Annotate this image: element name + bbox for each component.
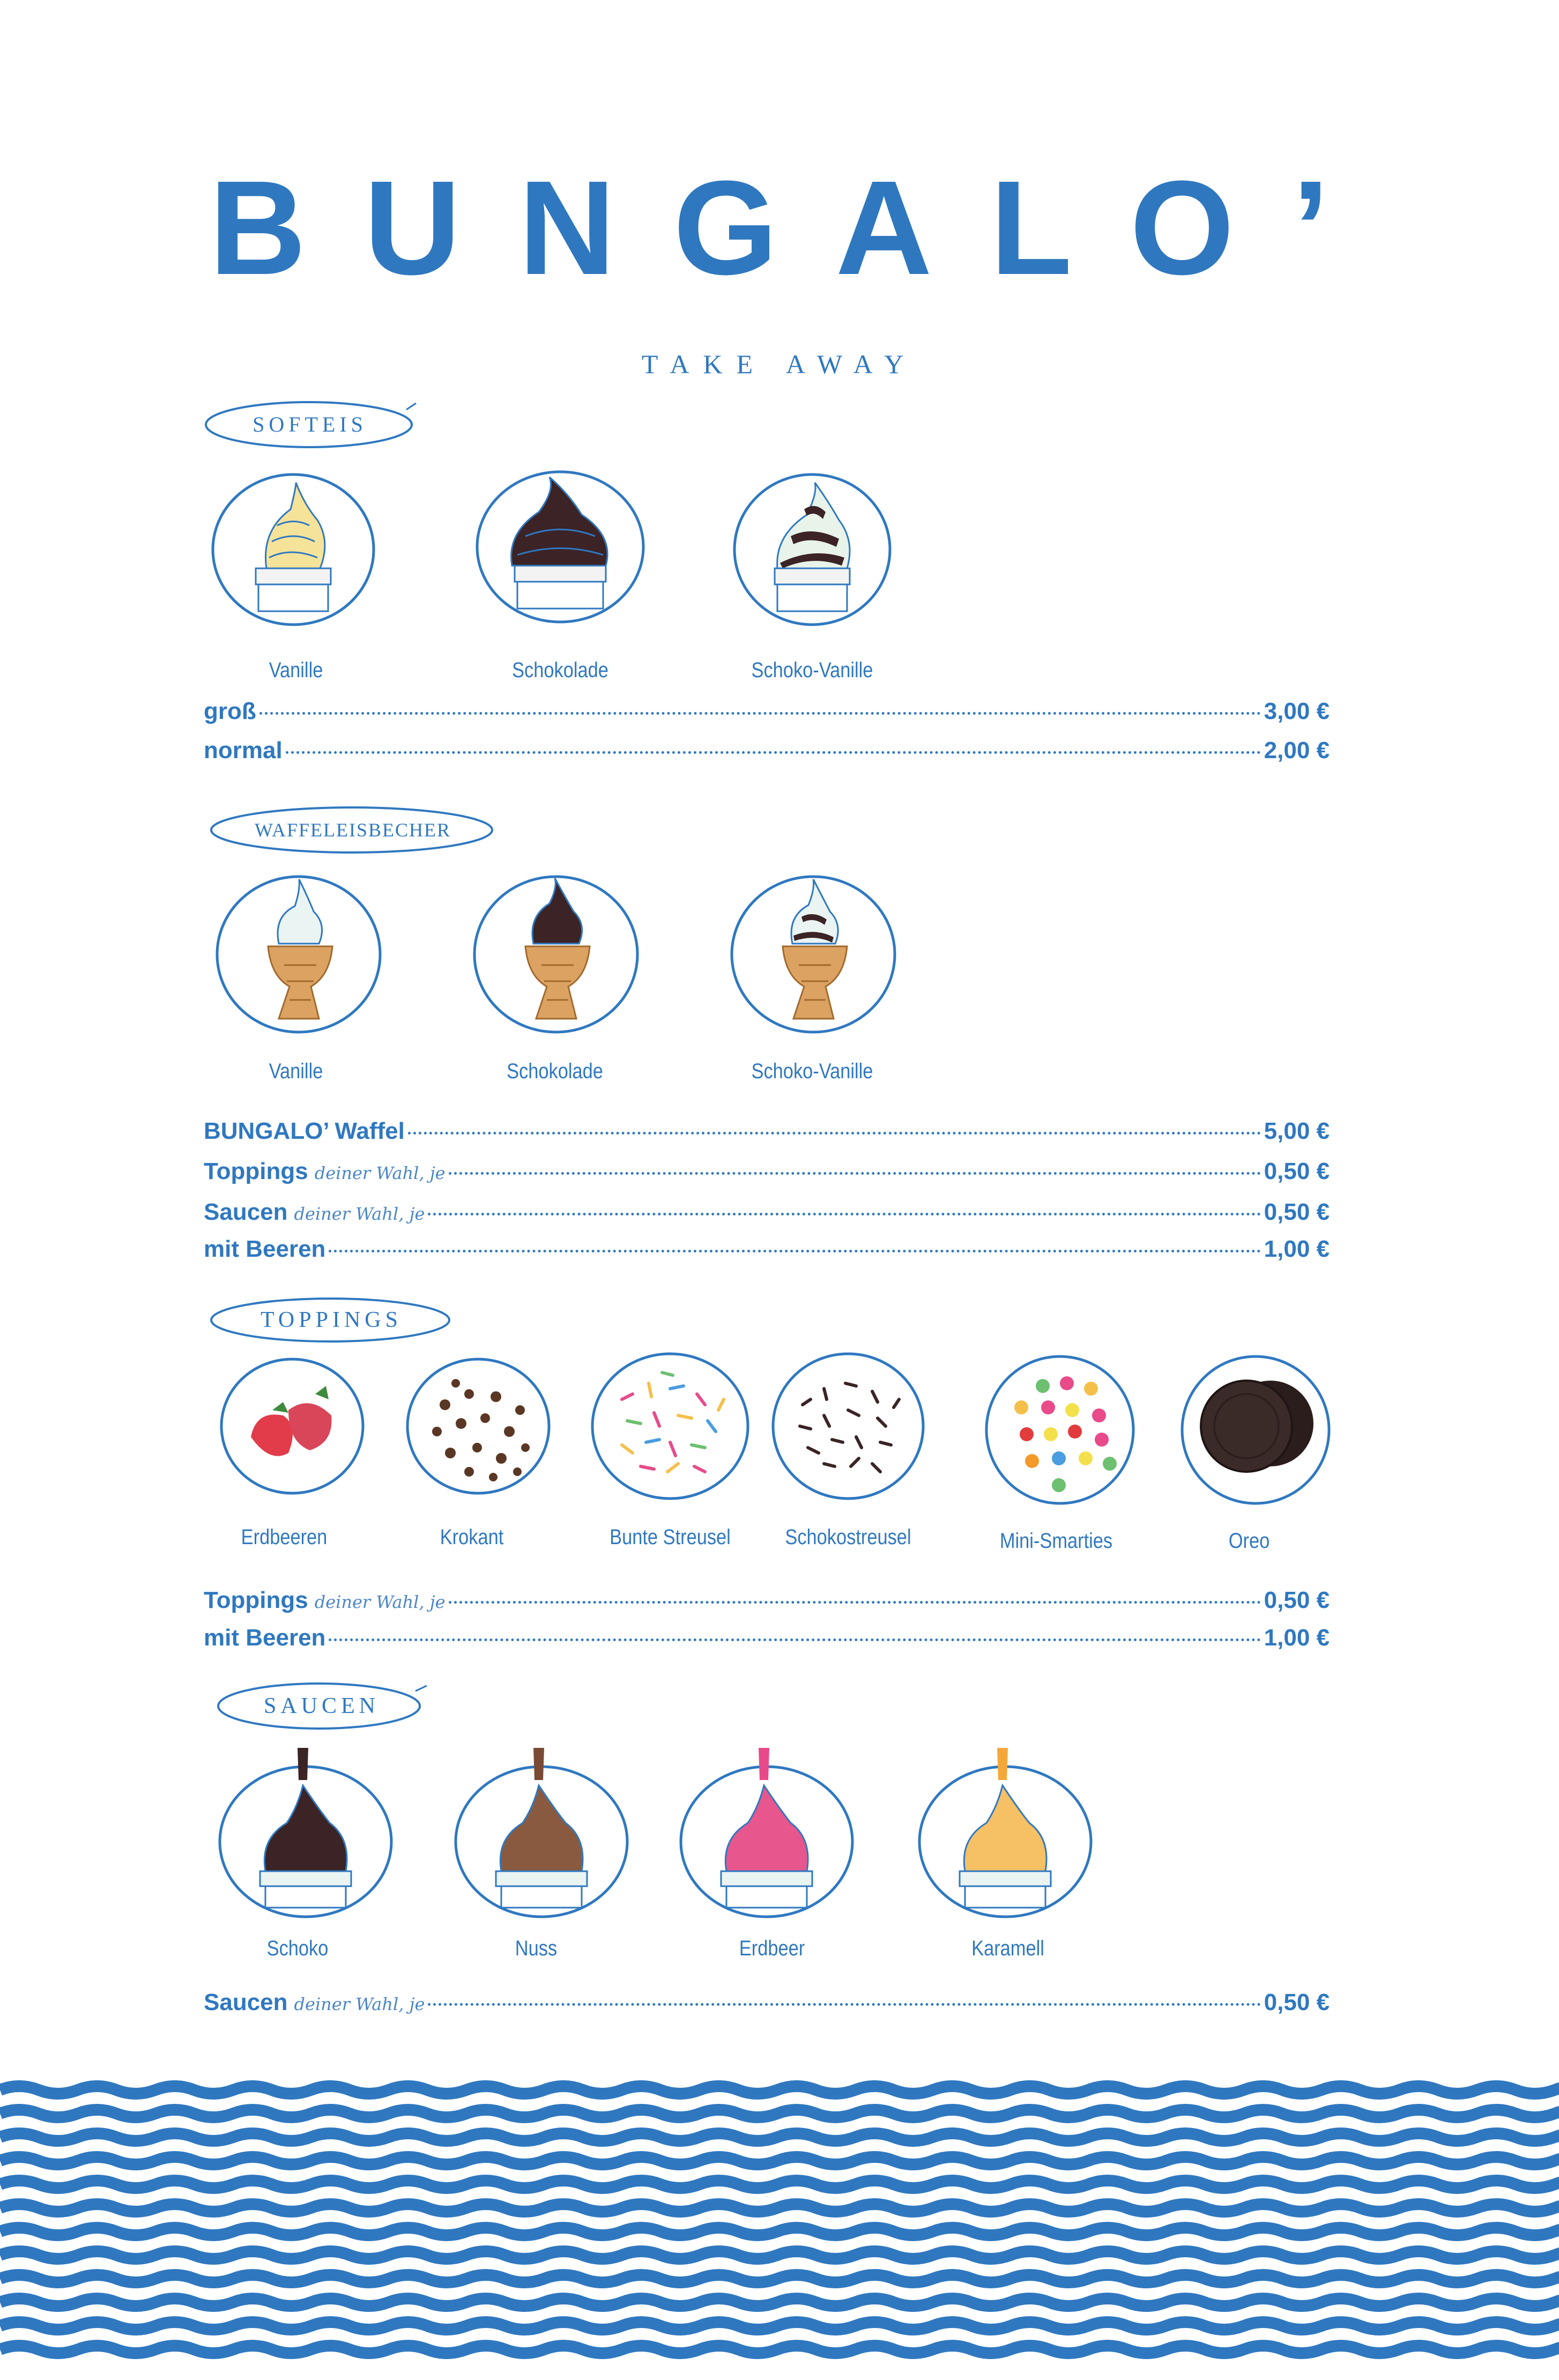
- wave-stripe: [0, 2228, 1559, 2235]
- price-row: mit Beeren 1,00 €: [204, 1625, 1330, 1651]
- wave-stripe: [0, 2110, 1559, 2117]
- oreo-icon: [1179, 1354, 1332, 1507]
- section-heading-toppings: TOPPINGS: [208, 1293, 455, 1347]
- wave-stripe: [0, 2299, 1559, 2306]
- softeis-label: Schoko-Vanille: [751, 658, 873, 682]
- vanilla-softserve-icon: [210, 472, 376, 627]
- price-row: Toppings deiner Wahl, je 0,50 €: [204, 1587, 1330, 1613]
- nut-sauce-icon: [453, 1748, 630, 1919]
- strawberry-sauce-icon: [678, 1748, 855, 1919]
- chocolate-sprinkles-icon: [770, 1351, 926, 1501]
- wave-pattern: [0, 2080, 1559, 2380]
- price-row: Saucen deiner Wahl, je 0,50 €: [204, 1199, 1330, 1225]
- wave-stripe: [0, 2181, 1559, 2188]
- sauce-label: Schoko: [266, 1937, 329, 1960]
- price-row: groß 3,00 €: [204, 698, 1330, 724]
- price-row: mit Beeren 1,00 €: [204, 1236, 1330, 1262]
- wave-stripe: [0, 2157, 1559, 2164]
- caramel-sauce-icon: [917, 1748, 1094, 1919]
- brand-subtitle: TAKE AWAY: [641, 349, 918, 379]
- sauce-label: Karamell: [971, 1937, 1044, 1960]
- chocolate-sauce-icon: [217, 1748, 394, 1919]
- waffel-label: Vanille: [269, 1059, 323, 1083]
- price-row: Saucen deiner Wahl, je 0,50 €: [204, 1989, 1330, 2015]
- mini-smarties-icon: [984, 1354, 1137, 1507]
- swirl-fish-waffle-icon: [729, 874, 898, 1035]
- softeis-label: Schokolade: [512, 658, 608, 682]
- brand-title: BUNGALO’: [209, 153, 1387, 302]
- wave-stripe: [0, 2346, 1559, 2353]
- sauce-label: Nuss: [515, 1937, 558, 1960]
- topping-label: Mini-Smarties: [999, 1529, 1113, 1553]
- topping-label: Schokostreusel: [785, 1525, 911, 1549]
- colored-sprinkles-icon: [590, 1351, 751, 1501]
- wave-stripe: [0, 2275, 1559, 2282]
- price-row: Toppings deiner Wahl, je 0,50 €: [204, 1158, 1330, 1184]
- wave-stripe: [0, 2133, 1559, 2141]
- price-row: normal 2,00 €: [204, 737, 1330, 763]
- wave-stripe: [0, 2204, 1559, 2212]
- wave-stripe: [0, 2251, 1559, 2259]
- chocolate-softserve-icon: [474, 469, 646, 625]
- topping-label: Krokant: [440, 1525, 504, 1549]
- section-heading-softeis: SOFTEIS: [203, 398, 417, 451]
- chocolate-fish-waffle-icon: [472, 874, 641, 1035]
- wave-stripe: [0, 2322, 1559, 2330]
- sauce-label: Erdbeer: [739, 1937, 805, 1960]
- topping-label: Erdbeeren: [241, 1525, 328, 1549]
- wave-stripe: [0, 2086, 1559, 2094]
- topping-label: Bunte Streusel: [610, 1525, 731, 1549]
- waffel-label: Schokolade: [507, 1059, 603, 1083]
- section-heading-waffeleisbecher: WAFFELEISBECHER: [208, 803, 498, 857]
- softeis-label: Vanille: [269, 658, 323, 682]
- strawberries-icon: [219, 1356, 366, 1496]
- brittle-icon: [405, 1356, 552, 1496]
- swirl-softserve-icon: [732, 472, 893, 627]
- vanilla-fish-waffle-icon: [214, 874, 383, 1035]
- price-row: BUNGALO’ Waffel 5,00 €: [204, 1118, 1330, 1144]
- topping-label: Oreo: [1228, 1529, 1270, 1553]
- section-heading-saucen: SAUCEN: [214, 1679, 429, 1733]
- waffel-label: Schoko-Vanille: [751, 1059, 873, 1083]
